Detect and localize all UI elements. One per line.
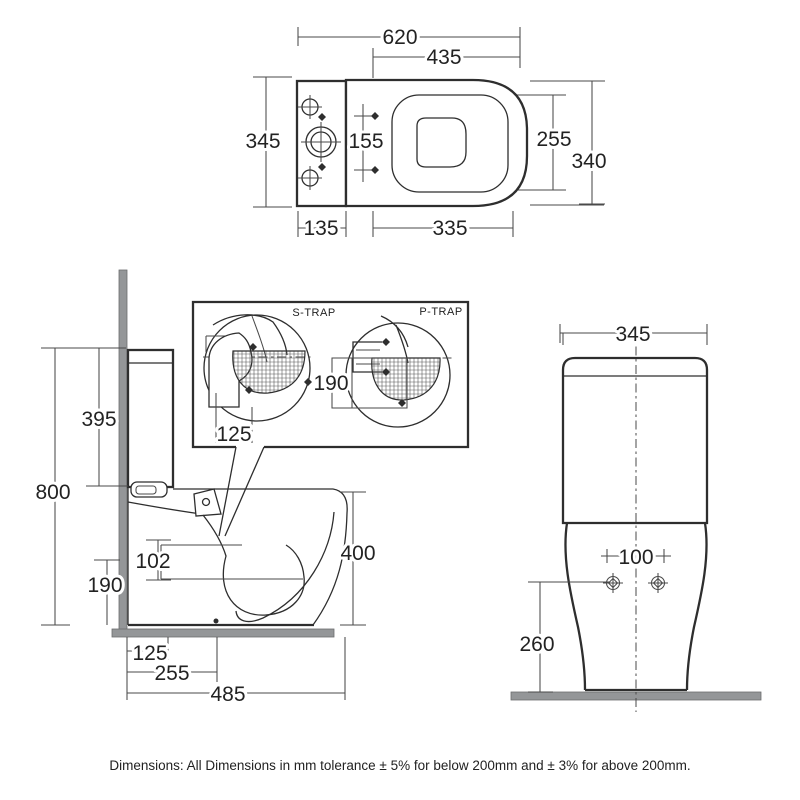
dim-335: 335 xyxy=(432,217,468,240)
dim-135: 135 xyxy=(303,217,339,240)
dim-102: 102 xyxy=(135,550,171,573)
dim-100: 100 xyxy=(618,546,654,569)
top-view xyxy=(245,26,606,240)
floor-section-side xyxy=(112,629,334,637)
tolerance-caption: Dimensions: All Dimensions in mm tolerance ± 5% for below 200mm and ± 3% for above 200mm. xyxy=(109,758,691,773)
detail-callout-pointer xyxy=(219,447,264,536)
p-trap-label: P-TRAP xyxy=(419,306,463,318)
front-view xyxy=(511,323,761,712)
dim-435: 435 xyxy=(426,46,462,69)
dim-800: 800 xyxy=(35,481,71,504)
dim-485: 485 xyxy=(210,683,246,706)
dim-155: 155 xyxy=(348,130,384,153)
s-trap-label: S-TRAP xyxy=(292,307,336,319)
cistern-front-outline xyxy=(563,358,707,523)
dim-260: 260 xyxy=(519,633,555,656)
dim-125: 125 xyxy=(132,642,168,665)
dim-395: 395 xyxy=(81,408,117,431)
dim-190-side: 190 xyxy=(87,574,123,597)
seat-hinge xyxy=(131,482,167,497)
dim-345-front: 345 xyxy=(615,323,651,346)
cistern-side-outline xyxy=(128,350,173,487)
dim-255-side: 255 xyxy=(154,662,190,685)
dim-345-top: 345 xyxy=(245,130,281,153)
dim-trap-190: 190 xyxy=(313,372,349,395)
dim-400: 400 xyxy=(340,542,376,565)
dim-620: 620 xyxy=(382,26,418,49)
dim-line-340 xyxy=(579,81,605,204)
dim-340: 340 xyxy=(571,150,607,173)
dim-trap-125: 125 xyxy=(216,423,252,446)
dim-255: 255 xyxy=(536,128,572,151)
trap-detail-box xyxy=(193,302,468,536)
